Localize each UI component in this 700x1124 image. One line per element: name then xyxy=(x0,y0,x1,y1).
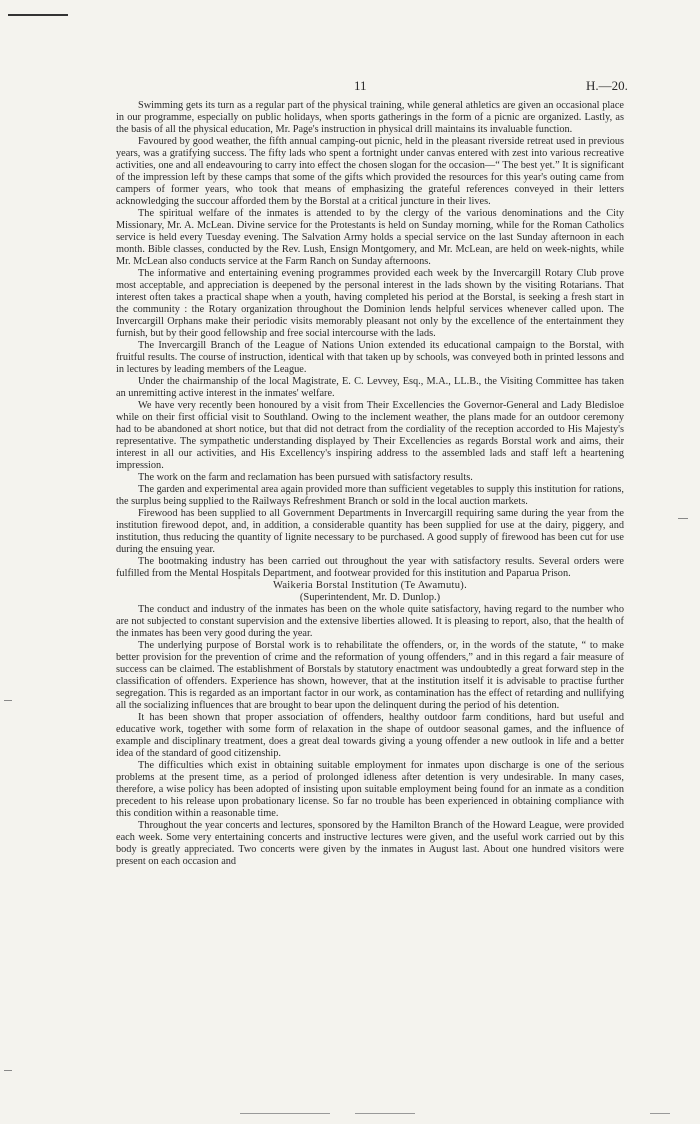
paragraph: The informative and entertaining evening programmes provided each week by the Invercargill Rotary Club prove most acceptable, and appreciation is deepened by the personal interest in the lads shown by the visiting Rotarians. That interest often takes a practical shape when a youth, having completed his period at the Borstal, is seeking a fresh start in the community : the Rotary organization throughout the Dominion lends helpful services whenever called upon. The Invercargill Orphans make their periodic visits memorably pleasant not only by the excellence of the entertainment they furnish, but by their good fellowship and free social intercourse with the lads. xyxy=(116,268,624,339)
paragraph: We have very recently been honoured by a visit from Their Excellencies the Governor-General and Lady Bledisloe while on their first official visit to Southland. Owing to the inclement weather, the plans made for an outdoor ceremony had to be abandoned at short notice, but that did not detract from the cordiality of the reception accorded to His Majesty's representative. The sympathetic understanding displayed by Their Excellencies as regards Borstal work and aims, their interest in all our activities, and His Excellency's inspiring address to the assembled lads and staff left a heartening impression. xyxy=(116,400,624,471)
paragraph: The difficulties which exist in obtaining suitable employment for inmates upon discharge is one of the serious problems at the present time, as a period of prolonged idleness after detention is very undesirable. In many cases, therefore, a wise policy has been adopted of insisting upon suitable employment being found for an inmate as a condition precedent to his release upon probationary license. So far no trouble has been experienced in obtaining compliance with this condition within a reasonable time. xyxy=(116,760,624,819)
section-title: Waikeria Borstal Institution (Te Awamutu). xyxy=(272,580,468,591)
paragraph: The underlying purpose of Borstal work is to rehabilitate the offenders, or, in the words of the statute, “ to make better provision for the prevention of crime and the reformation of young offenders,” and in this regard a fair measure of success can be claimed. The establishment of Borstals by statutory enactment was undoubtedly a great forward step in the classification of offenders. Experience has shown, however, that at the institution itself it is advisable to practise further segregation. This is regarded as an important factor in our work, as contamination has the effect of retarding and nullifying all the socializing influences that are brought to bear upon the delinquent during the period of his detention. xyxy=(116,640,624,711)
page-number: 11 xyxy=(354,78,367,93)
paragraph: Swimming gets its turn as a regular part of the physical training, while general athletics are given an occasional place in our programme, especially on public holidays, when sports gatherings in the form of a picnic are organized. Lastly, as the basis of all the physical education, Mr. Page's instruction in physical drill maintains its invaluable function. xyxy=(116,100,624,135)
document-code: H.—20. xyxy=(586,78,628,93)
margin-tick-mark xyxy=(4,700,12,701)
paragraph: It has been shown that proper association of offenders, healthy outdoor farm conditions, hard but useful and educative work, together with some form of relaxation in the shape of outdoor seasonal games, and the influence of example and disciplinary treatment, does a great deal towards giving a young offender a new outlook in life and a better idea of the standard of good citizenship. xyxy=(116,712,624,759)
margin-tick-mark xyxy=(678,518,688,519)
footer-scan-line xyxy=(650,1113,670,1114)
paragraph: The garden and experimental area again provided more than sufficient vegetables to supply this institution for rations, the surplus being supplied to the Railways Refreshment Branch or sold in the local auction markets. xyxy=(116,484,624,507)
paragraph: The Invercargill Branch of the League of Nations Union extended its educational campaign to the Borstal, with fruitful results. The course of instruction, identical with that taken up by schools, was conveyed both in printed lessons and in lectures by leading members of the League. xyxy=(116,340,624,375)
footer-scan-line xyxy=(355,1113,415,1114)
paragraph: Throughout the year concerts and lectures, sponsored by the Hamilton Branch of the Howard League, were provided each week. Some very entertaining concerts and instructive lectures were given, and the useful work carried out by this body is greatly appreciated. Two concerts were given by the inmates in August last. About one hundred visitors were present on each occasion and xyxy=(116,820,624,867)
paragraph: The spiritual welfare of the inmates is attended to by the clergy of the various denominations and the City Missionary, Mr. A. McLean. Divine service for the Protestants is held on Sunday morning, while for the Roman Catholics service is held every Tuesday evening. The Salvation Army holds a special service on the last Sunday afternoon in each month. Bible classes, conducted by the Rev. Lush, Ensign Montgomery, and Mr. McLean, are held on week-nights, while Mr. McLean also conducts service at the Farm Ranch on Sunday afternoons. xyxy=(116,208,624,267)
page-body xyxy=(116,100,624,868)
paragraph: Firewood has been supplied to all Government Departments in Invercargill requiring same during the year from the institution firewood depot, and, in addition, a considerable quantity has been supplied for use at the dairy, piggery, and institution, thus reducing the quantity of lignite necessary to be purchased. A good supply of firewood has been cut for use during the ensuing year. xyxy=(116,508,624,555)
paragraph: The work on the farm and reclamation has been pursued with satisfactory results. xyxy=(138,472,473,483)
section-subtitle: (Superintendent, Mr. D. Dunlop.) xyxy=(299,592,441,603)
paragraph: The conduct and industry of the inmates has been on the whole quite satisfactory, having regard to the number who are not subjected to constant supervision and the extensive liberties allowed. It is pleasing to report, also, that the health of the inmates has been very good during the year. xyxy=(116,604,624,639)
margin-tick-mark xyxy=(4,1070,12,1071)
paragraph: Under the chairmanship of the local Magistrate, E. C. Levvey, Esq., M.A., LL.B., the Visiting Committee has taken an unremitting active interest in the inmates' welfare. xyxy=(116,376,624,399)
footer-scan-line xyxy=(240,1113,330,1114)
top-left-rule-mark xyxy=(8,14,68,16)
paragraph: Favoured by good weather, the fifth annual camping-out picnic, held in the pleasant riverside retreat used in previous years, was a gratifying success. The fifty lads who spent a fortnight under canvas entered with zest into various recreative activities, one and all endeavouring to carry into effect the chosen slogan for the occasion—“ The best yet.” It is significant of the impression left by these camps that some of the gifts which provided the resources for this year's outing came from campers of former years, who took that means of emphasizing the grateful references conveyed in their letters acknowledging the succour afforded them by the Borstal at a critical juncture in their lives. xyxy=(116,136,625,207)
page-header xyxy=(0,78,700,98)
paragraph: The bootmaking industry has been carried out throughout the year with satisfactory results. Several orders were fulfilled from the Mental Hospitals Department, and footwear provided for this institution and Paparua Prison. xyxy=(116,556,624,579)
